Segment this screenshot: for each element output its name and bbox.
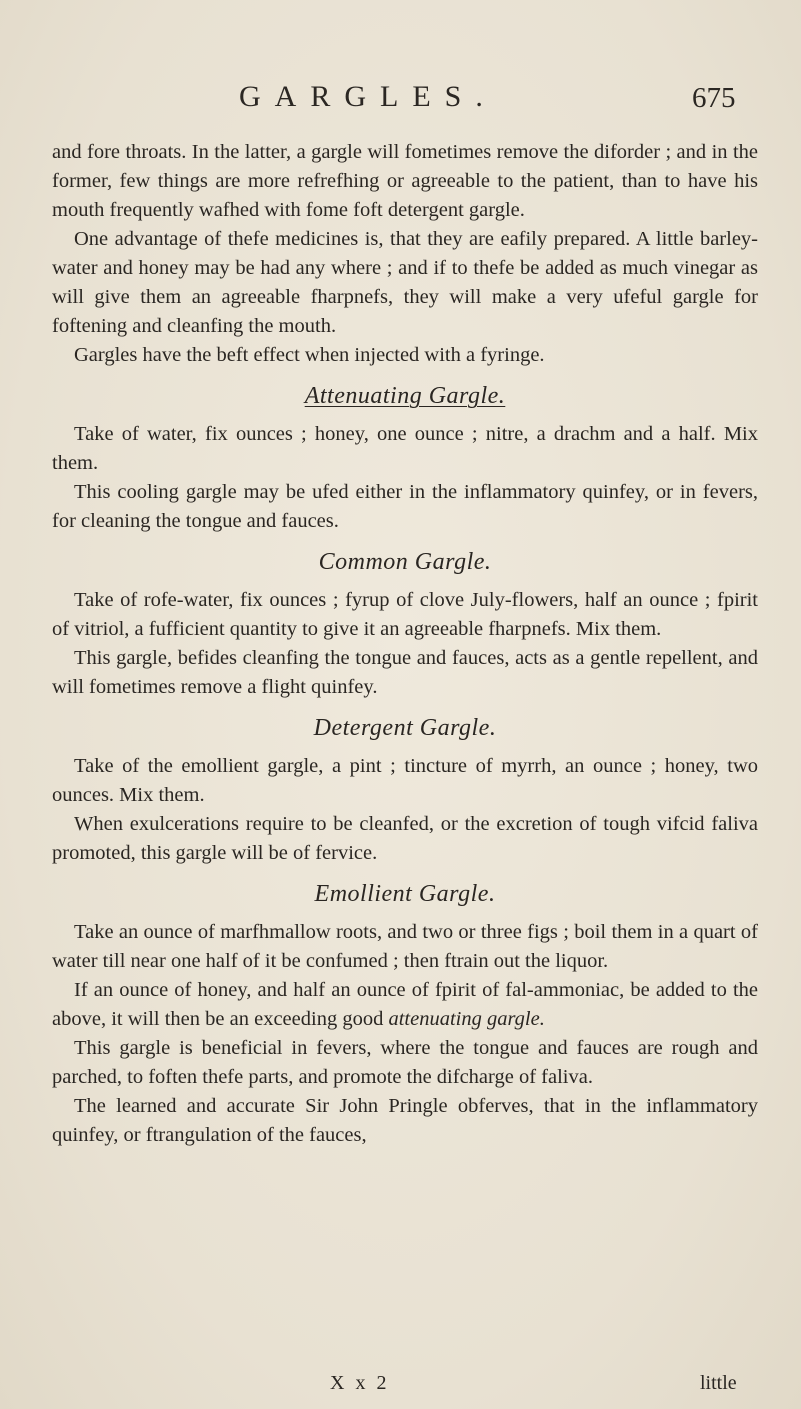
heading-emollient-gargle: Emollient Gargle. [314,881,496,907]
paragraph-attenuating-use: This cooling gargle may be ufed either in the inflammatory quinfey, or in fevers, for cleaning the tongue and fauces. [52,481,758,532]
paragraph-emollient-use: This gargle is beneficial in fevers, where the tongue and fauces are rough and parched, to foften thefe parts, and promote the difcharge of faliva. [52,1037,758,1088]
body-text [52,138,758,1150]
paragraph-detergent-recipe: Take of the emollient gargle, a pint ; tincture of myrrh, an ounce ; honey, two ounces. Mix them. [52,755,758,806]
paragraph-common-recipe: Take of rofe-water, fix ounces ; fyrup of clove July-flowers, half an ounce ; fpirit of vitriol, a fufficient quantity to give it an agreeable fharpnefs. Mix them. [52,589,758,640]
paragraph-common-use: This gargle, befides cleanfing the tongue and fauces, acts as a gentle repellent, and will fometimes remove a flight quinfey. [52,647,758,698]
paragraph-emollient-recipe: Take an ounce of marfhmallow roots, and two or three figs ; boil them in a quart of water till near one half of it be confumed ; then ftrain out the liquor. [52,921,758,972]
page-header [0,80,801,120]
heading-attenuating-gargle: Attenuating Gargle. [304,383,506,409]
paragraph-detergent-use: When exulcerations require to be cleanfed, or the excretion of tough vifcid faliva promoted, this gargle will be of fervice. [52,813,758,864]
page-number: 675 [692,82,736,114]
page-footer [0,1372,801,1402]
signature-mark: X x 2 [330,1372,390,1394]
emollient-addition-italic: attenuating gargle. [388,1008,545,1030]
paragraph-intro-2: One advantage of thefe medicines is, that they are eafily prepared. A little barley-water and honey may be had any where ; and if to thefe be added as much vinegar as will give them an agreeable fharpnefs, they will make a very ufeful gargle for foftening and cleanfing the mouth. [52,228,758,337]
paragraph-intro-1: and fore throats. In the latter, a gargle will fometimes remove the diforder ; and in the former, few things are more refrefhing or agreeable to the patient, than to have his mouth frequently wafhed with fome foft detergent gargle. [52,141,758,221]
catchword: little [700,1372,737,1394]
running-head: GARGLES. [239,80,497,113]
emollient-addition-text: If an ounce of honey, and half an ounce of fpirit of fal-ammoniac, be added to the above, it will then be an exceeding good [52,979,758,1030]
paragraph-intro-3: Gargles have the beft effect when injected with a fyringe. [74,344,545,366]
paragraph-attenuating-recipe: Take of water, fix ounces ; honey, one ounce ; nitre, a drachm and a half. Mix them. [52,423,758,474]
paragraph-emollient-addition [52,976,758,1034]
heading-detergent-gargle: Detergent Gargle. [313,715,497,741]
paragraph-pringle: The learned and accurate Sir John Pringle obferves, that in the inflammatory quinfey, or ftrangulation of the fauces, [52,1095,758,1146]
heading-common-gargle: Common Gargle. [318,549,492,575]
